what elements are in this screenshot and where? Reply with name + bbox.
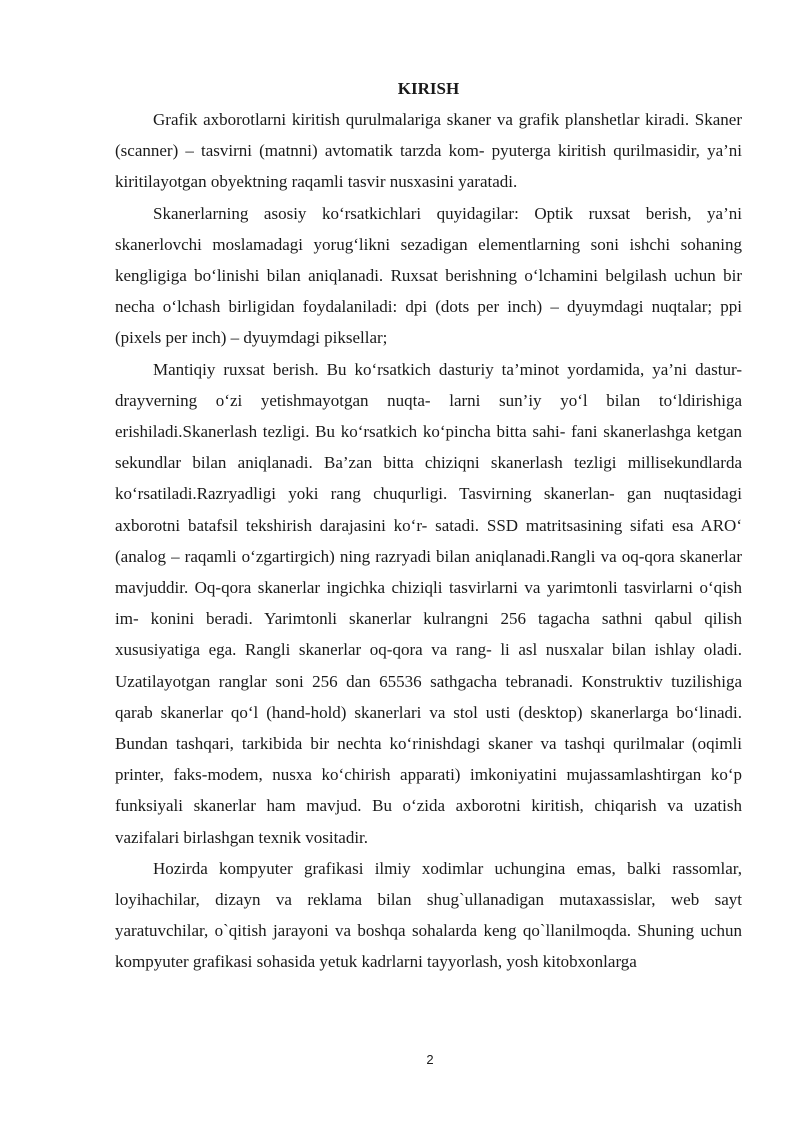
page-number: 2 — [426, 1052, 434, 1067]
paragraph-optical-resolution: Skanerlarning asosiy ko‘rsatkichlari quyidagilar: Optik ruxsat berish, ya’ni skanerlovchi moslamadagi yorug‘likni sezadigan elementlarning soni ishchi sohaning kengligiga bo‘linishi bilan aniqlanadi. Ruxsat berishning o‘lchamini belgilash uchun bir necha o‘lchash birligidan foydalaniladi: dpi (dots per inch) – dyuymdagi nuqtalar; ppi (pixels per inch) – dyuymdagi piksellar; — [115, 203, 742, 348]
paragraph-logical-resolution: Mantiqiy ruxsat berish. Bu ko‘rsatkich dasturiy ta’minot yordamida, ya’ni dastur-drayverning o‘zi yetishmayotgan nuqta- larni sun’iy yo‘l bilan to‘ldirishiga erishiladi.Skanerlash tezligi. Bu ko‘rsatkich ko‘pincha bitta sahi- fani skanerlashga ketgan sekundlar bilan aniqlanadi. Ba’zan bitta chiziqni skanerlash tezligi millisekundlarda ko‘rsatiladi.Razryadligi yoki rang chuqurligi. Tasvirning skanerlan- gan nuqtasidagi axborotni batafsil tekshirish darajasini ko‘r- satadi. SSD matritsasining sifati esa ARO‘ (analog – raqamli o‘zgartirgich) ning razryadi bilan aniqlanadi.Rangli va oq-qora skanerlar mavjuddir. Oq-qora skanerlar ingichka chiziqli tasvirlarni va yarimtonli tasvirlarni o‘qish im- konini beradi. Yarimtonli skanerlar kulrangni 256 tagacha sathni qabul qilish xususiyatiga ega. Rangli skanerlar oq-qora va rang- li asl nusxalar bilan ishlay oladi. Uzatilayotgan ranglar soni 256 dan 65536 sathgacha tebranadi. Konstruktiv tuzilishiga qarab skanerlar qo‘l (hand-hold) skanerlari va stol usti (desktop) skanerlarga bo‘linadi. Bundan tashqari, tarkibida bir nechta ko‘rinishdagi skaner va tashqi qurilmalar (oqimli printer, faks-modem, nusxa ko‘chirish apparati) imkoniyatini mujassamlashtirgan ko‘p funksiyali skanerlar ham mavjud. Bu o‘zida axborotni kiritish, chiqarish va uzatish vazifalari birlashgan texnik vositadir. — [115, 359, 742, 847]
section-heading: KIRISH — [397, 79, 460, 98]
document-page — [115, 78, 742, 978]
paragraph-computer-graphics: Hozirda kompyuter grafikasi ilmiy xodimlar uchungina emas, balki rassomlar, loyihachilar, dizayn va reklama bilan shug`ullanadigan mutaxassislar, web sayt yaratuvchilar, o`qitish jarayoni va boshqa sohalarda keng qo`llanilmoqda. Shuning uchun kompyuter grafikasi sohasida yetuk kadrlarni tayyorlash, yosh kitobxonlarga — [115, 858, 742, 972]
paragraph-scanner-intro: Grafik axborotlarni kiritish qurulmalariga skaner va grafik planshetlar kiradi. Skaner (scanner) – tasvirni (matnni) avtomatik tarzda kom- pyuterga kiritish qurilmasidir, ya’ni kiritilayotgan obyektning raqamli tasvir nusxasini yaratadi. — [115, 110, 742, 192]
